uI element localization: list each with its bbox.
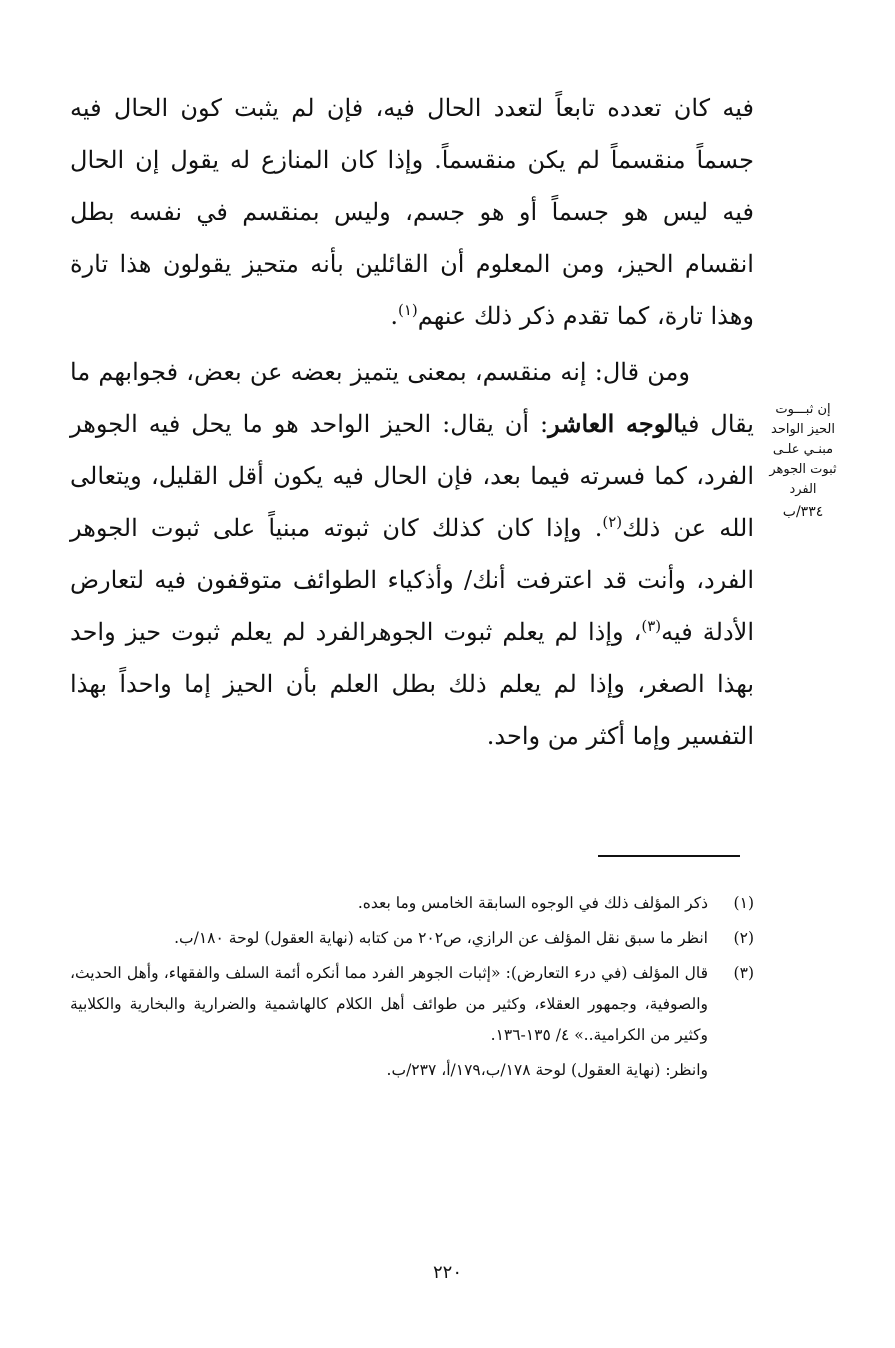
footnote-number: (٢) xyxy=(733,929,754,947)
text-line: فيه كان تعدده تابعاً لتعدد الحال فيه، فإن لم يثبت كون الحال فيه xyxy=(70,94,754,122)
main-text-block-2 xyxy=(70,346,754,762)
margin-note-line: الفرد xyxy=(789,482,817,497)
text-line: . وإذا كان كذلك كان xyxy=(382,514,603,542)
paragraph-2 xyxy=(70,346,754,762)
margin-note-line: مبنـي علـى xyxy=(772,442,834,457)
sentence-end: . xyxy=(390,302,398,330)
text-line: : أن يقال: الحيز الواحد هو ما xyxy=(242,410,549,438)
footnote-ref-2[interactable]: (٢) xyxy=(602,513,623,531)
text-line: يعلم ثبوت الجوهرالفرد لم يعلم ثبوت حيز واحد بهذا الصغر، xyxy=(70,618,755,698)
margin-note-line: الحيز الواحد xyxy=(771,422,835,437)
text-line: الحال فيه ليس هو جسماً أو هو جسم، وليس بمنقسم في نفسه xyxy=(70,146,754,226)
footnote-number: (١) xyxy=(733,894,754,912)
text-line: وإذا لم يعلم ذلك بطل العلم بأن الحيز إما واحداً بهذا التفسير xyxy=(70,670,754,750)
text-line: ثبوته مبنياً على ثبوت الجوهر الفرد، وأنت قد اعترفت أنك/ xyxy=(70,514,754,594)
page-number: ٢٢٠ xyxy=(432,1262,462,1283)
footnote-3 xyxy=(70,958,754,1051)
text-line: هذا تارة وهذا تارة، كما تقدم ذكر ذلك عنهم xyxy=(70,250,754,330)
text-line: ومن قال: إنه منقسم، بمعنى يتميز بعضه عن بعض، xyxy=(186,358,690,386)
text-line: وإما أكثر من واحد. xyxy=(486,722,672,750)
margin-note-line: إن ثبـــوت xyxy=(775,402,831,417)
footnotes xyxy=(70,888,754,1086)
footnote-2 xyxy=(70,923,754,954)
paragraph-1 xyxy=(70,82,754,342)
footnote-text: قال المؤلف (في درء التعارض): «إثبات الجوهر الفرد مما أنكره أئمة السلف والفقهاء، وأهل الحديث، والصوفية، وجمهور العقلاء، وكثير من طوائف أهل الكلام كالهاشمية والضرارية والبخارية والكلابية وكثير من الكرامية..» ٤/ ١٣٥-١٣٦. xyxy=(70,964,708,1044)
text-line: بطل انقسام الحيز، ومن المعلوم أن القائلين بأنه متحيز يقولون xyxy=(70,198,754,278)
footnote-number: (٣) xyxy=(733,964,754,982)
margin-note xyxy=(768,400,838,522)
footnote-text: ذكر المؤلف ذلك في الوجوه السابقة الخامس وما بعده. xyxy=(357,894,708,912)
footnote-3-continuation: وانظر: (نهاية العقول) لوحة ١٧٨/ب،١٧٩/أ، ٢٣٧/ب. xyxy=(386,1061,708,1079)
manuscript-folio-ref: ٣٣٤/ب xyxy=(782,504,824,520)
footnote-1 xyxy=(70,888,754,919)
text-line: يكون أقل القليل، ويتعالى الله عن ذلك xyxy=(70,462,754,542)
text-line: يحل فيه الجوهر الفرد، كما فسرته فيما بعد، فإن الحال فيه xyxy=(70,410,754,490)
footnote-text: انظر ما سبق نقل المؤلف عن الرازي، ص٢٠٢ من كتابه (نهاية العقول) لوحة ١٨٠/ب. xyxy=(174,929,708,947)
footnote-separator xyxy=(598,855,740,857)
footnote-ref-3[interactable]: (٣) xyxy=(641,617,662,635)
footnote-ref-1[interactable]: (١) xyxy=(397,301,418,319)
section-heading-inline: الوجه العاشر xyxy=(548,409,681,438)
text-line: فجوابهم ما يقال في xyxy=(70,358,754,438)
text-line: وأذكياء الطوائف متوقفون فيه لتعارض الأدلة فيه xyxy=(70,566,755,646)
main-text-block xyxy=(70,82,754,342)
text-line: ، وإذا لم xyxy=(554,618,642,646)
text-line: جسماً منقسماً لم يكن منقسماً. وإذا كان المنازع له يقول إن xyxy=(135,146,754,174)
margin-note-line: ثبوت الجوهر xyxy=(769,462,837,477)
